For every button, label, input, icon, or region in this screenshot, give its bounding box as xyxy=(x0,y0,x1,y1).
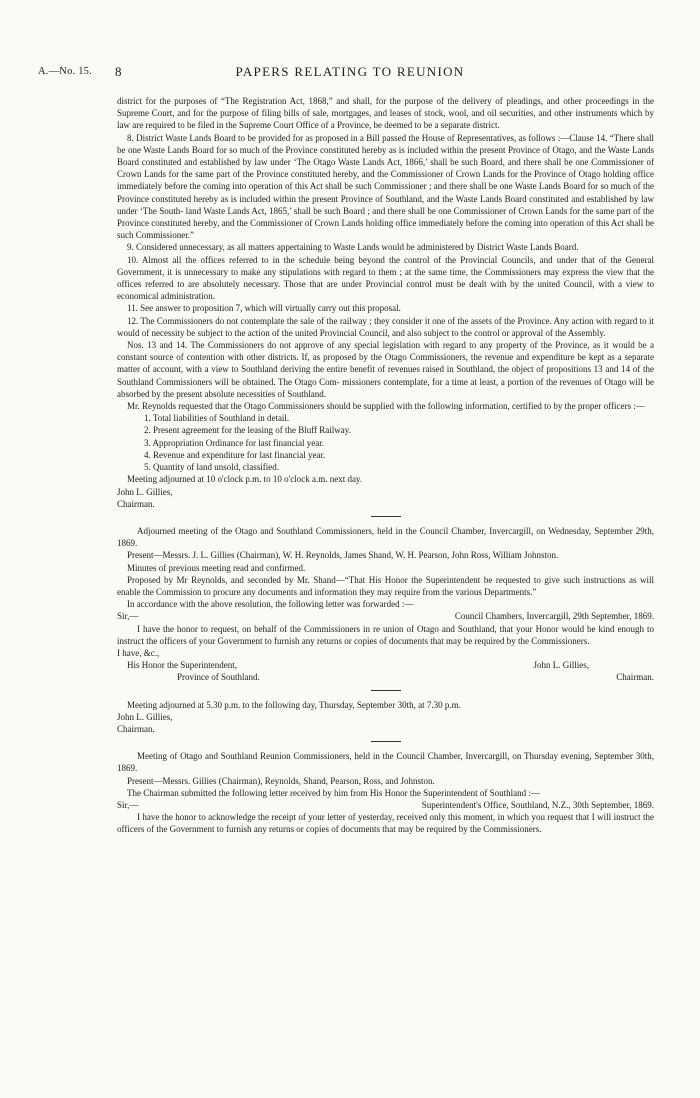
list-item: 1. Total liabilities of Southland in detail. xyxy=(144,413,290,424)
letter-heading xyxy=(117,610,654,622)
letter-closing: I have, &c., xyxy=(117,647,160,658)
letter-place-date: Superintendent's Office, Southland, N.Z., 30th September, 1869. xyxy=(421,799,654,810)
list-item: 3. Appropriation Ordinance for last financial year. xyxy=(144,437,324,448)
paragraph: 8. District Waste Lands Board to be provided for as proposed in a Bill passed the House of Representatives, as follows :—Clause 14. “There shall be one Waste Lands Board for so much of the Province constituted hereby as is included within the present Province of Otago, and the Waste Lands Board constituted and established by law under ‘The Otago Waste Lands Act, 1866,’ shall be such Board, and there shall be one Commissioner of Crown Lands for the same part of the Province constituted hereby, and the Commissioner of Crown Lands for the Province of Otago holding office immediately before the coming into operation of this Act shall be such Commissioner ; and there shall be one Waste Lands Board for so much of the Province constituted hereby as is included within the present Province of Southland, and the Waste Lands Board constituted and established by law under ‘The South- land Waste Lands Act, 1865,’ shall be such Board ; and there shall be one Commissioner of Crown Lands for the same part of the Province constituted hereby, and the Commissioner of Crown Lands holding office immediately before the coming into operation of this Act shall be such Commissioner.” xyxy=(117,132,654,241)
letter-address-row xyxy=(117,659,654,671)
section-divider xyxy=(371,516,401,517)
paragraph: 11. See answer to proposition 7, which will virtually carry out this proposal. xyxy=(127,303,401,314)
paragraph: 12. The Commissioners do not contemplate the sale of the railway ; they consider it one of the assets of the Province. Any action with regard to it would of necessity be subject to the action of the united Provincial Council, and also subject to the control or approval of the Assembly. xyxy=(117,315,654,338)
paragraph: Meeting adjourned at 10 o'clock p.m. to 10 o'clock a.m. next day. xyxy=(127,474,363,485)
paragraph: Meeting adjourned at 5.30 p.m. to the following day, Thursday, September 30th, at 7.30 p.m. xyxy=(127,699,461,710)
signature-name: John L. Gillies, xyxy=(117,486,173,497)
letter-place-date: Council Chambers, Invercargill, 29th September, 1869. xyxy=(454,611,654,622)
section-divider xyxy=(371,741,401,742)
signature-name: John L. Gillies, xyxy=(533,660,589,671)
letter-address-row xyxy=(117,671,654,683)
list-item: 2. Present agreement for the leasing of the Bluff Railway. xyxy=(144,425,351,436)
running-title: PAPERS RELATING TO REUNION xyxy=(235,64,465,79)
paragraph: The Chairman submitted the following letter received by him from His Honor the Superintendent of Southland :— xyxy=(127,787,540,798)
paragraph: In accordance with the above resolution, the following letter was forwarded :— xyxy=(127,599,414,610)
paragraph: 10. Almost all the offices referred to in the schedule being beyond the control of the Provincial Councils, and under that of the General Government, it is unnecessary to make any stipulations with regard to them ; at the same time, the Commissioners may express the view that the offices referred to are absolutely necessary. Those that are under Provincial control must be dealt with by the united Council, with a view to economical administration. xyxy=(117,254,654,302)
letter-body: I have the honor to request, on behalf of the Commissioners in re union of Otago and Southland, that your Honor would be kind enough to instruct the officers of your Government to furnish any returns or copies of documents that may be required by the Commissioners. xyxy=(117,623,654,646)
paragraph: 9. Considered unnecessary, as all matters appertaining to Waste Lands would be administered by District Waste Lands Board. xyxy=(127,242,579,253)
signature-title: Chairman. xyxy=(616,672,654,683)
paragraph: Present—Messrs. J. L. Gillies (Chairman), W. H. Reynolds, James Shand, W. H. Pearson, John Ross, William Johnston. xyxy=(127,550,559,561)
document-body xyxy=(117,95,654,836)
list-item: 4. Revenue and expenditure for last financial year. xyxy=(144,449,326,460)
paragraph: Minutes of previous meeting read and confirmed. xyxy=(127,562,306,573)
letter-heading xyxy=(117,799,654,811)
letter-body: I have the honor to acknowledge the receipt of your letter of yesterday, received only this moment, in which you request that I will instruct the officers of the Government to furnish any returns or copies of documents that may be required by the Commissioners. xyxy=(117,812,654,835)
salutation: Sir,— xyxy=(117,799,139,810)
paragraph: district for the purposes of “The Registration Act, 1868,” and shall, for the purpose of the delivery of pleadings, and other proceedings in the Supreme Court, and for the purpose of filing bills of sale, mortgages, and leases of stock, wool, and oil securities, and other instruments which by law are required to be filed in the Supreme Court Office of a Province, be deemed to be a separate district. xyxy=(117,96,654,131)
paragraph: Mr. Reynolds requested that the Otago Commissioners should be supplied with the following information, certified to by the proper officers :— xyxy=(127,401,645,412)
paragraph: Proposed by Mr Reynolds, and seconded by Mr. Shand—“That His Honor the Superintendent be requested to give such instructions as will enable the Commission to procure any documents and information they may require from the various Departments.” xyxy=(117,574,654,597)
signature-name: John L. Gillies, xyxy=(117,711,173,722)
page-number: 8 xyxy=(115,64,122,79)
paragraph: Adjourned meeting of the Otago and Southland Commissioners, held in the Council Chamber, Invercargill, on Wednesday, September 29th, 1869. xyxy=(117,525,654,549)
paragraph: Present—Messrs. Gillies (Chairman), Reynolds, Shand, Pearson, Ross, and Johnston. xyxy=(127,775,435,786)
addressee-province: Province of Southland. xyxy=(177,672,260,683)
salutation: Sir,— xyxy=(117,611,139,622)
paper-reference: A.—No. 15. xyxy=(38,66,92,77)
signature-title: Chairman. xyxy=(117,723,155,734)
list-item: 5. Quantity of land unsold, classified. xyxy=(144,462,279,473)
section-divider xyxy=(371,690,401,691)
paragraph: Meeting of Otago and Southland Reunion Commissioners, held in the Council Chamber, Invercargill, on Thursday evening, September 30th, 1869. xyxy=(117,751,654,774)
addressee: His Honor the Superintendent, xyxy=(127,660,237,671)
paragraph: Nos. 13 and 14. The Commissioners do not approve of any special legislation with regard to any property of the Province, as it would be a constant source of contention with other districts. If, as proposed by the Otago Commissioners, the revenue and expenditure be kept as a separate matter of account, with a view to Southland deriving the entire benefit of revenues raised in Southland, the object of propositions 13 and 14 of the Southland Commissioners will be obtained. The Otago Com- missioners contemplate, for a time at least, a portion of the revenues of Otago will be absorbed by the present absolute necessities of Southland. xyxy=(117,340,654,399)
signature-title: Chairman. xyxy=(117,498,155,509)
